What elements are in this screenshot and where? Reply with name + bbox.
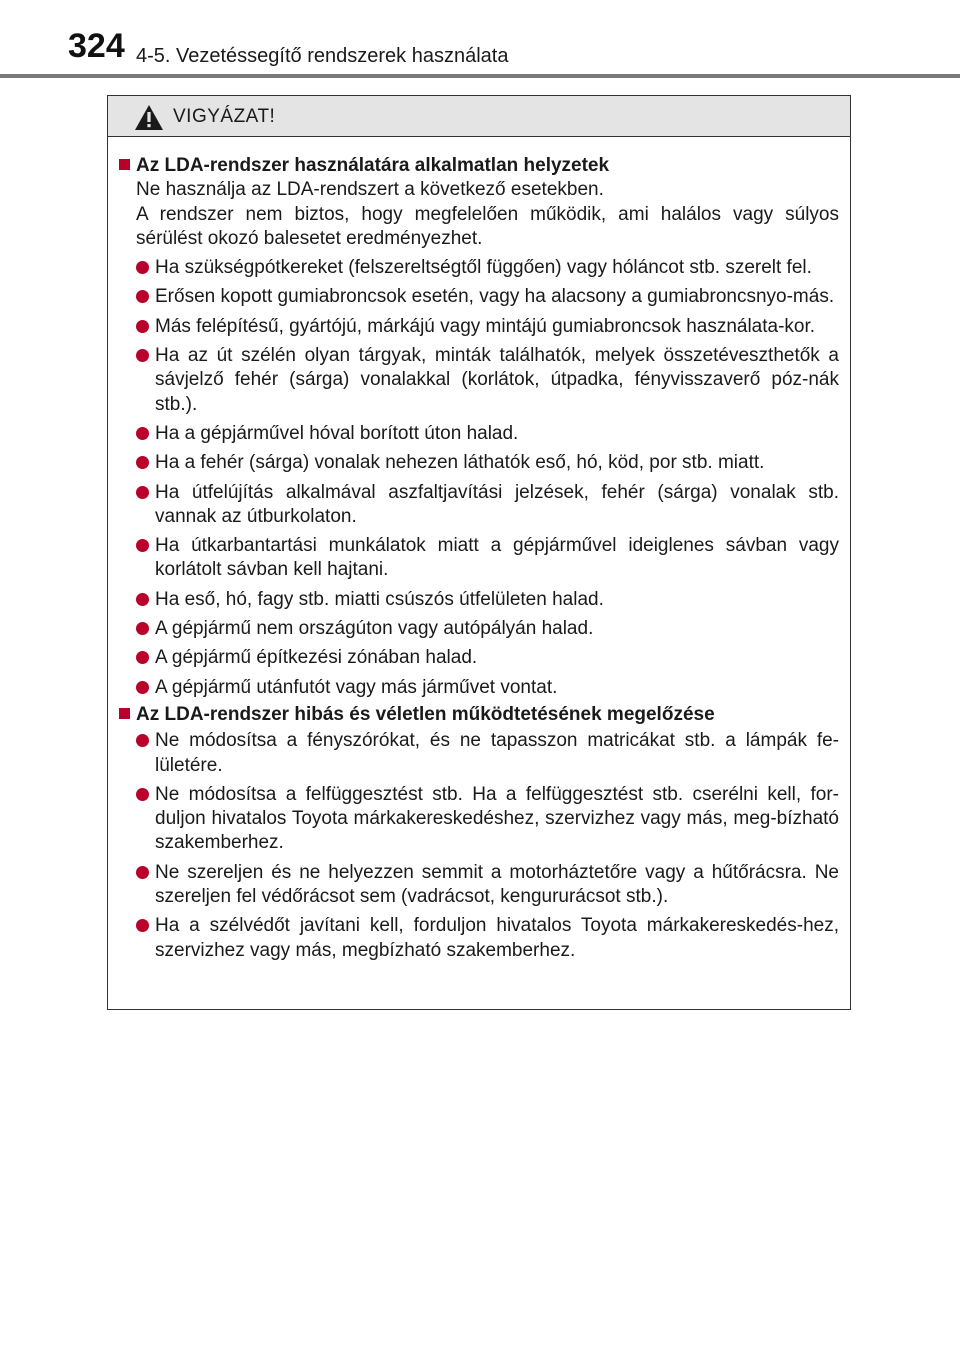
round-bullet-icon xyxy=(136,919,149,932)
list-item xyxy=(119,783,839,856)
round-bullet-icon xyxy=(136,866,149,879)
round-bullet-icon xyxy=(136,486,149,499)
list-item-text: Ha a gépjárművel hóval borított úton halad. xyxy=(155,422,519,444)
round-bullet-icon xyxy=(136,681,149,694)
list-item-text: Ne módosítsa a fényszórókat, és ne tapasszon matricákat stb. a lámpák fe-lületére. xyxy=(155,730,839,776)
list-item-text: Ne szereljen és ne helyezzen semmit a motorháztetőre vagy a hűtőrácsra. Ne szereljen fel védőrácsot sem (vadrácsot, kengururácsot stb.). xyxy=(155,861,839,908)
section-unsuitable-situations xyxy=(119,154,839,700)
list-item xyxy=(119,729,839,778)
list-item xyxy=(119,315,839,339)
header-rule xyxy=(0,74,960,78)
round-bullet-icon xyxy=(136,734,149,747)
list-item xyxy=(119,534,839,583)
list-item xyxy=(119,256,839,280)
section-heading xyxy=(119,154,839,178)
list-item-text: Ha útkarbantartási munkálatok miatt a gépjárművel ideiglenes sávban vagy korlátolt sávban kell hajtani. xyxy=(155,535,839,581)
intro-line: Ne használja az LDA-rendszert a következő esetekben. xyxy=(136,179,604,201)
list-item-text: A gépjármű nem országúton vagy autópályán halad. xyxy=(155,618,594,640)
list-item xyxy=(119,422,839,446)
list-item xyxy=(119,451,839,475)
round-bullet-icon xyxy=(136,456,149,469)
caution-header xyxy=(108,96,850,137)
section-prevent-malfunction xyxy=(119,703,839,963)
round-bullet-icon xyxy=(136,290,149,303)
round-bullet-icon xyxy=(136,622,149,635)
chapter-title: 4-5. Vezetéssegítő rendszerek használata xyxy=(136,45,509,67)
caution-box xyxy=(107,95,851,1010)
intro-line: A rendszer nem biztos, hogy megfelelően működik, ami halálos vagy súlyos sérülést okozó balesetet eredményezhet. xyxy=(136,203,839,249)
list-item-text: A gépjármű építkezési zónában halad. xyxy=(155,647,478,669)
list-item-text: Ne módosítsa a felfüggesztést stb. Ha a felfüggesztést stb. cserélni kell, for-duljon hivatalos Toyota márkakereskedéshez, szervizhez vagy más, meg-bízható szakemberhez. xyxy=(155,783,839,854)
section-heading xyxy=(119,703,839,727)
page-header xyxy=(0,0,960,78)
list-item xyxy=(119,617,839,641)
round-bullet-icon xyxy=(136,427,149,440)
list-item xyxy=(119,344,839,417)
list-item-text: Erősen kopott gumiabroncsok esetén, vagy ha alacsony a gumiabroncsnyo-más. xyxy=(155,286,835,308)
list-item xyxy=(119,676,839,700)
list-item-text: Más felépítésű, gyártójú, márkájú vagy mintájú gumiabroncsok használata-kor. xyxy=(155,315,816,337)
list-item xyxy=(119,285,839,309)
square-bullet-icon xyxy=(119,159,130,170)
round-bullet-icon xyxy=(136,320,149,333)
list-item xyxy=(119,481,839,530)
section-heading-text: Az LDA-rendszer hibás és véletlen működtetésének megelőzése xyxy=(136,703,715,725)
list-item-text: Ha a fehér (sárga) vonalak nehezen láthatók eső, hó, köd, por stb. miatt. xyxy=(155,452,765,474)
round-bullet-icon xyxy=(136,651,149,664)
list-item-text: Ha útfelújítás alkalmával aszfaltjavítási jelzések, fehér (sárga) vonalak stb. vannak az útburkolaton. xyxy=(155,481,839,527)
section-heading-text: Az LDA-rendszer használatára alkalmatlan helyzetek xyxy=(136,155,610,176)
round-bullet-icon xyxy=(136,539,149,552)
list-item-text: A gépjármű utánfutót vagy más járművet vontat. xyxy=(155,676,558,698)
page-number: 324 xyxy=(68,27,125,65)
list-item xyxy=(119,588,839,612)
list-item-text: Ha a szélvédőt javítani kell, forduljon hivatalos Toyota márkakereskedés-hez, szervizhez vagy más, megbízható szakemberhez. xyxy=(155,915,839,961)
round-bullet-icon xyxy=(136,788,149,801)
caution-body xyxy=(108,137,850,963)
warning-triangle-icon xyxy=(134,104,164,131)
list-item xyxy=(119,861,839,910)
list-item-text: Ha eső, hó, fagy stb. miatti csúszós útfelületen halad. xyxy=(155,588,604,610)
list-item-text: Ha az út szélén olyan tárgyak, minták találhatók, melyek összetéveszthetők a sávjelző fehér (sárga) vonalakkal (korlátok, útpadka, fényvisszaverő póz-nák stb.). xyxy=(155,345,839,415)
square-bullet-icon xyxy=(119,708,130,719)
list-item xyxy=(119,914,839,963)
round-bullet-icon xyxy=(136,593,149,606)
list-item-text: Ha szükségpótkereket (felszereltségtől függően) vagy hóláncot stb. szerelt fel. xyxy=(155,257,812,279)
round-bullet-icon xyxy=(136,349,149,362)
caution-title: VIGYÁZAT! xyxy=(173,106,276,127)
list-item xyxy=(119,646,839,670)
round-bullet-icon xyxy=(136,261,149,274)
section-intro xyxy=(119,178,839,251)
